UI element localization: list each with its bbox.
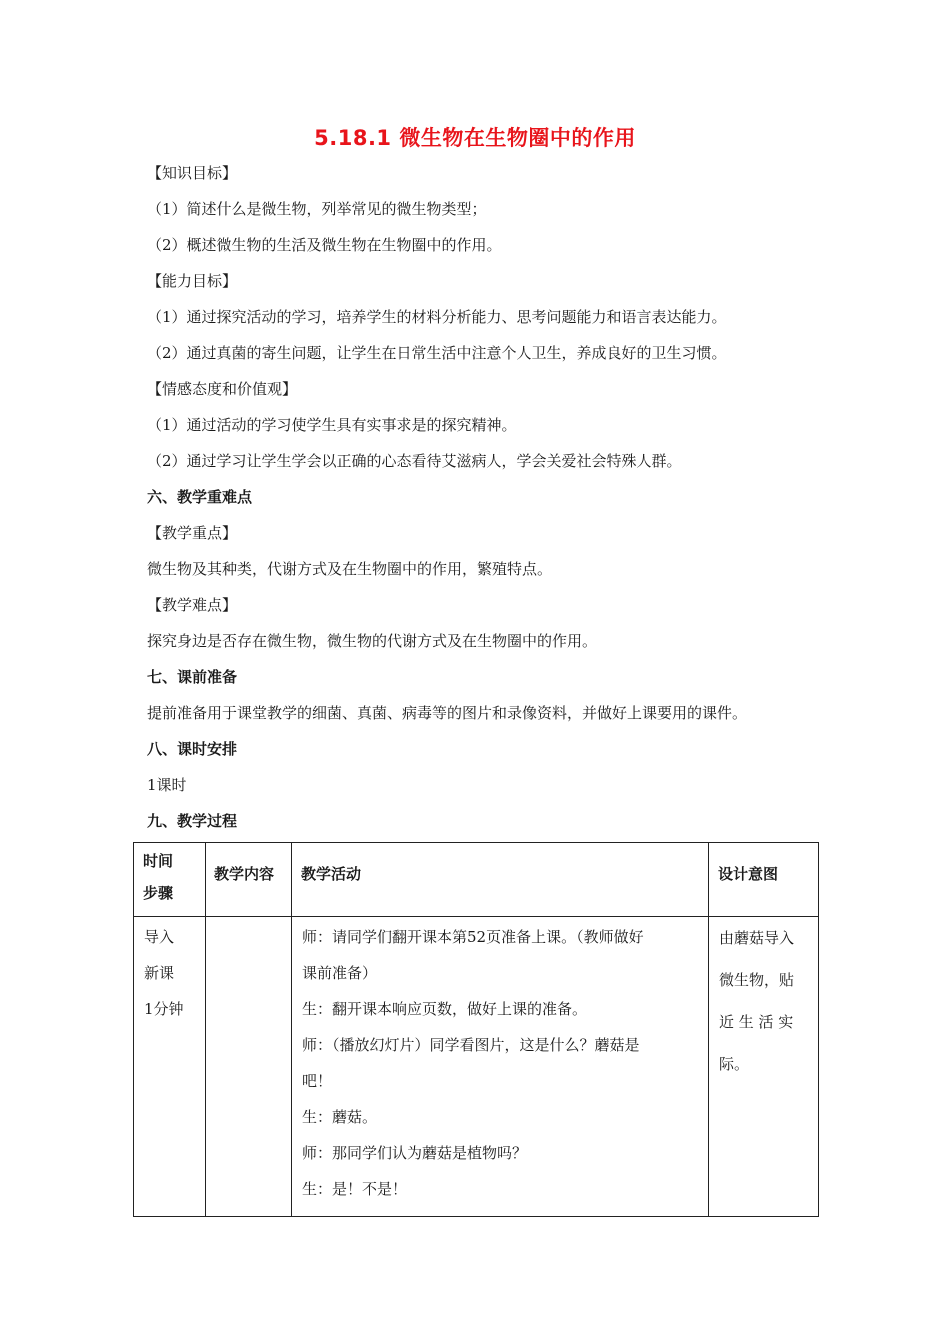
row1-step-line2: 新课 [144, 964, 175, 982]
header-activity-label: 教学活动 [301, 865, 362, 883]
key-points-text: 微生物及其种类，代谢方式及在生物圈中的作用，繁殖特点。 [147, 560, 553, 578]
header-step [134, 843, 206, 917]
knowledge-item-1: （1）简述什么是微生物，列举常见的微生物类型； [147, 200, 487, 218]
row1-step-line1: 导入 [144, 928, 175, 946]
header-intent [709, 843, 819, 917]
teaching-process-table [133, 842, 819, 1217]
key-points-heading: 【教学重点】 [147, 524, 238, 542]
row1-activity-line8: 生：是！不是！ [302, 1180, 408, 1198]
attitude-item-1: （1）通过活动的学习使学生具有实事求是的探究精神。 [147, 416, 517, 434]
row1-activity-line5: 吧！ [302, 1072, 333, 1090]
section7-heading: 七、课前准备 [147, 668, 238, 686]
row1-step-line3: 1分钟 [144, 1000, 184, 1018]
row1-content [206, 917, 292, 1217]
table-row [134, 917, 819, 1217]
attitude-item-2: （2）通过学习让学生学会以正确的心态看待艾滋病人，学会关爱社会特殊人群。 [147, 452, 682, 470]
knowledge-heading: 【知识目标】 [147, 164, 238, 182]
row1-step [134, 917, 206, 1217]
header-step-line1: 时间 [143, 852, 174, 870]
row1-intent-line3: 近 生 活 实 [719, 1013, 794, 1031]
header-step-line2: 步骤 [143, 884, 174, 902]
section6-heading: 六、教学重难点 [147, 488, 253, 506]
row1-intent-line4: 际。 [719, 1055, 750, 1073]
attitude-heading: 【情感态度和价值观】 [147, 380, 298, 398]
section8-text: 1课时 [147, 776, 187, 794]
row1-activity-line1: 师：请同学们翻开课本第52页准备上课。（教师做好 [302, 928, 644, 946]
document-title: 5.18.1 微生物在生物圈中的作用 [314, 126, 636, 150]
section7-text: 提前准备用于课堂教学的细菌、真菌、病毒等的图片和录像资料，并做好上课要用的课件。 [147, 704, 748, 722]
row1-intent [709, 917, 819, 1217]
ability-item-2: （2）通过真菌的寄生问题，让学生在日常生活中注意个人卫生，养成良好的卫生习惯。 [147, 344, 727, 362]
row1-activity-line6: 生：蘑菇。 [302, 1108, 378, 1126]
section9-heading: 九、教学过程 [147, 812, 238, 830]
row1-intent-line2: 微生物，贴 [719, 971, 795, 989]
row1-content-text [206, 917, 291, 927]
row1-activity-line3: 生：翻开课本响应页数，做好上课的准备。 [302, 1000, 588, 1018]
row1-activity-line4: 师：（播放幻灯片）同学看图片，这是什么？蘑菇是 [302, 1036, 640, 1054]
section8-heading: 八、课时安排 [147, 740, 238, 758]
header-content [206, 843, 292, 917]
table-header-row [134, 843, 819, 917]
ability-heading: 【能力目标】 [147, 272, 238, 290]
difficult-points-heading: 【教学难点】 [147, 596, 238, 614]
header-activity [292, 843, 709, 917]
row1-activity-line2: 课前准备） [302, 964, 378, 982]
header-intent-label: 设计意图 [718, 865, 779, 883]
difficult-points-text: 探究身边是否存在微生物，微生物的代谢方式及在生物圈中的作用。 [147, 632, 598, 650]
ability-item-1: （1）通过探究活动的学习，培养学生的材料分析能力、思考问题能力和语言表达能力。 [147, 308, 727, 326]
row1-activity-line7: 师：那同学们认为蘑菇是植物吗？ [302, 1144, 528, 1162]
knowledge-item-2: （2）概述微生物的生活及微生物在生物圈中的作用。 [147, 236, 502, 254]
row1-intent-line1: 由蘑菇导入 [719, 929, 795, 947]
header-content-label: 教学内容 [214, 865, 275, 883]
row1-activity [292, 917, 709, 1217]
